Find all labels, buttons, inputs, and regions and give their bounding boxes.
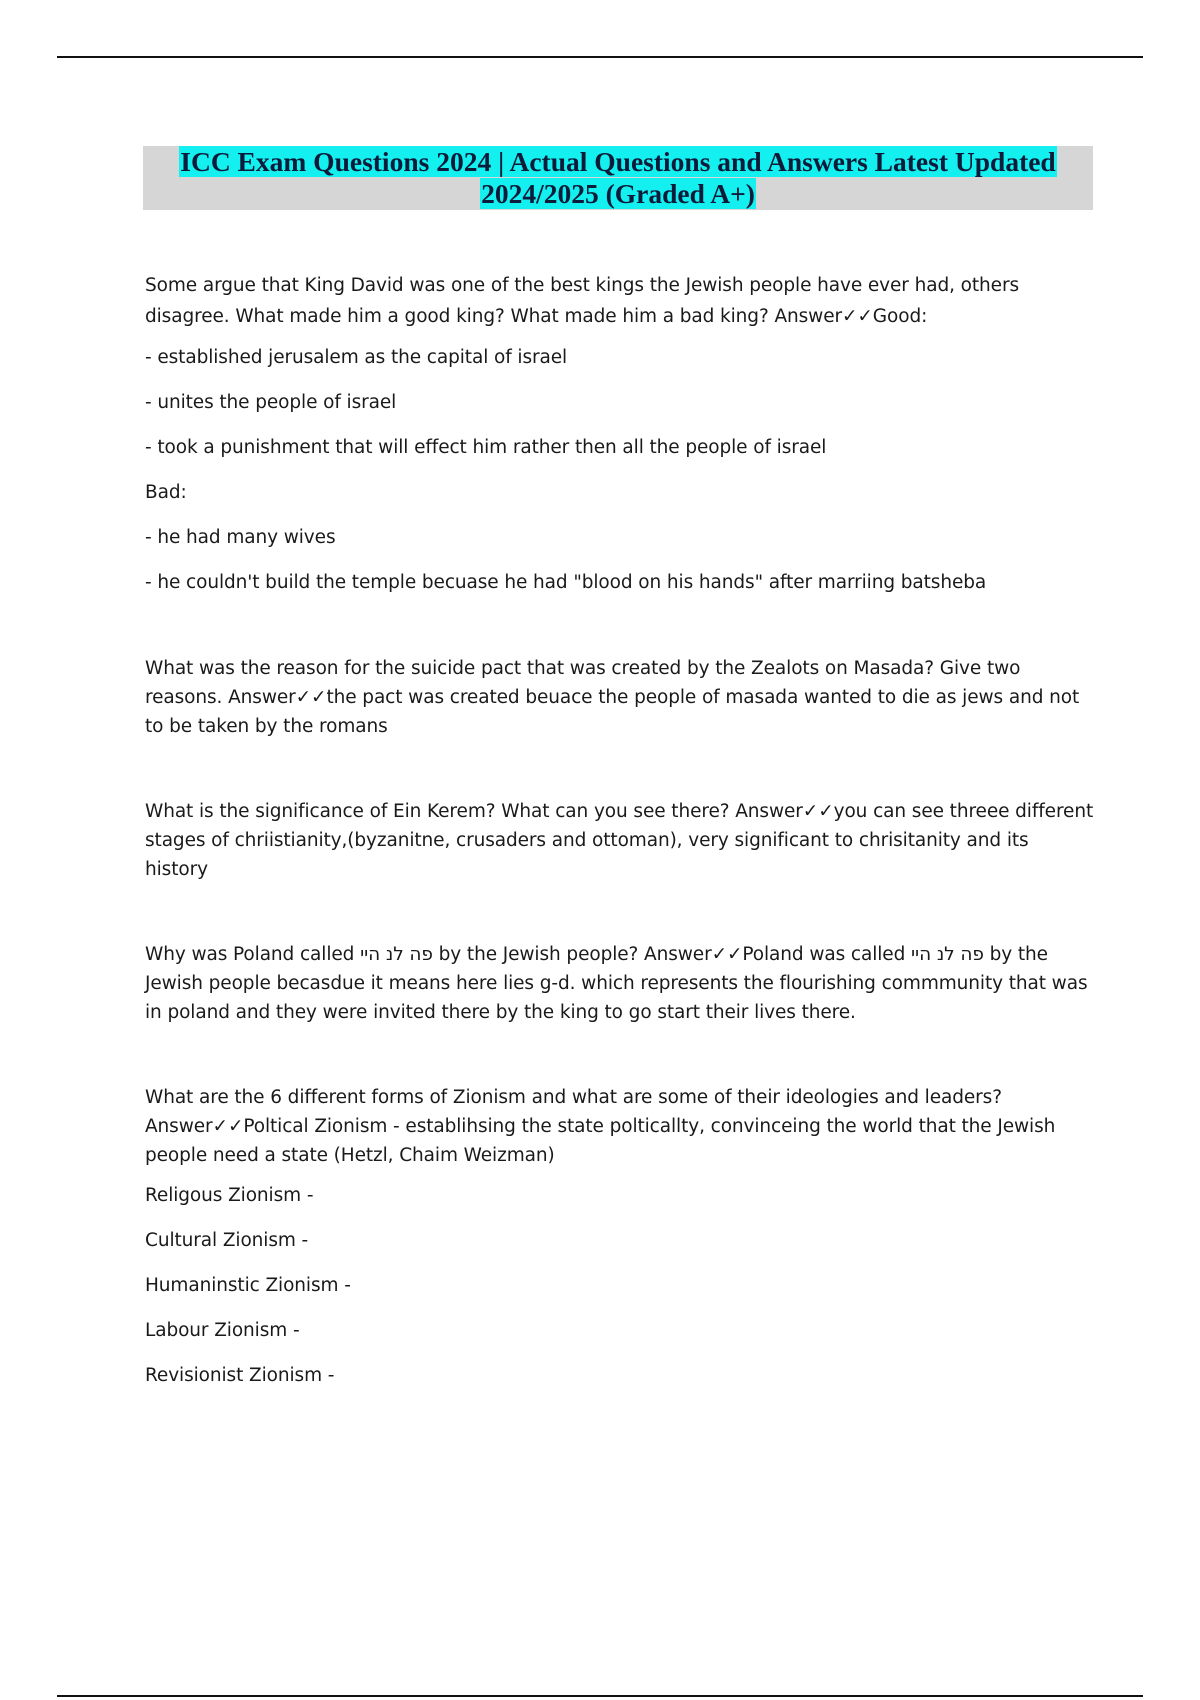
bottom-rule <box>57 1695 1143 1697</box>
answer-5-text: Poltical Zionism - establihsing the state polticallty, convinceing the world that the Jewish people need a state (Hetzl, Chaim Weizman) <box>145 1116 1056 1166</box>
question-4 <box>145 940 1095 1027</box>
title-line-1: ICC Exam Questions 2024 | Actual Questions and Answers Latest Updated <box>180 146 1056 177</box>
title-line-2: 2024/2025 (Graded A+) <box>481 178 755 209</box>
list-item: Humaninstic Zionism - <box>145 1275 351 1296</box>
answer-4-text-b: by the Jewish people becasdue it means here lies g-d. which represents the flourishing commmunity that was in poland and they were invited there by the king to go start their lives there. <box>145 944 1088 1023</box>
answer-marker: Answer✓✓ <box>735 801 834 822</box>
list-item: - he couldn't build the temple becuase he had "blood on his hands" after marriing batsheba <box>145 572 987 593</box>
question-4-text-b: by the Jewish people? <box>432 944 645 965</box>
bad-label: Bad: <box>145 482 187 503</box>
question-3 <box>145 797 1095 884</box>
question-2 <box>145 654 1095 741</box>
answer-4-text-a: Poland was called <box>742 944 911 965</box>
question-2-text: What was the reason for the suicide pact that was created by the Zealots on Masada? Give two reasons. <box>145 658 1021 708</box>
question-4-text-a: Why was Poland called <box>145 944 361 965</box>
hebrew-phrase: פה לנ היי <box>360 944 433 965</box>
list-item: - unites the people of israel <box>145 392 397 413</box>
list-item: Cultural Zionism - <box>145 1230 309 1251</box>
answer-marker: Answer✓✓ <box>774 306 873 327</box>
answer-marker: Answer✓✓ <box>644 944 743 965</box>
list-item: Labour Zionism - <box>145 1320 300 1341</box>
question-5-text: What are the 6 different forms of Zionism and what are some of their ideologies and leaders? <box>145 1087 1002 1108</box>
list-item: Religous Zionism - <box>145 1185 314 1206</box>
top-rule <box>57 56 1143 58</box>
list-item: - he had many wives <box>145 527 336 548</box>
question-1-text: Some argue that King David was one of the best kings the Jewish people have ever had, others disagree. What made him a good king? What made him a bad king? <box>145 275 1019 327</box>
answer-marker: Answer✓✓ <box>228 687 327 708</box>
question-5 <box>145 1083 1095 1170</box>
hebrew-phrase: פה לנ היי <box>911 944 984 965</box>
question-3-text: What is the significance of Ein Kerem? What can you see there? <box>145 801 736 822</box>
document-title <box>143 146 1093 210</box>
document-body <box>145 270 1095 1391</box>
answer-3-text: you can see threee different stages of chriistianity,(byzanitne, crusaders and ottoman), very significant to chrisitanity and its history <box>145 801 1094 880</box>
answer-1-good-list <box>145 342 1095 598</box>
question-1 <box>145 270 1095 332</box>
list-item: - took a punishment that will effect him rather then all the people of israel <box>145 437 827 458</box>
zionism-forms-list <box>145 1180 1095 1391</box>
list-item: - established jerusalem as the capital of israel <box>145 347 568 368</box>
list-item: Revisionist Zionism - <box>145 1365 335 1386</box>
answer-marker: Answer✓✓ <box>145 1116 244 1137</box>
answer-2-text: the pact was created beuace the people of masada wanted to die as jews and not to be taken by the romans <box>145 687 1080 737</box>
answer-1-lead: Good: <box>872 306 928 327</box>
